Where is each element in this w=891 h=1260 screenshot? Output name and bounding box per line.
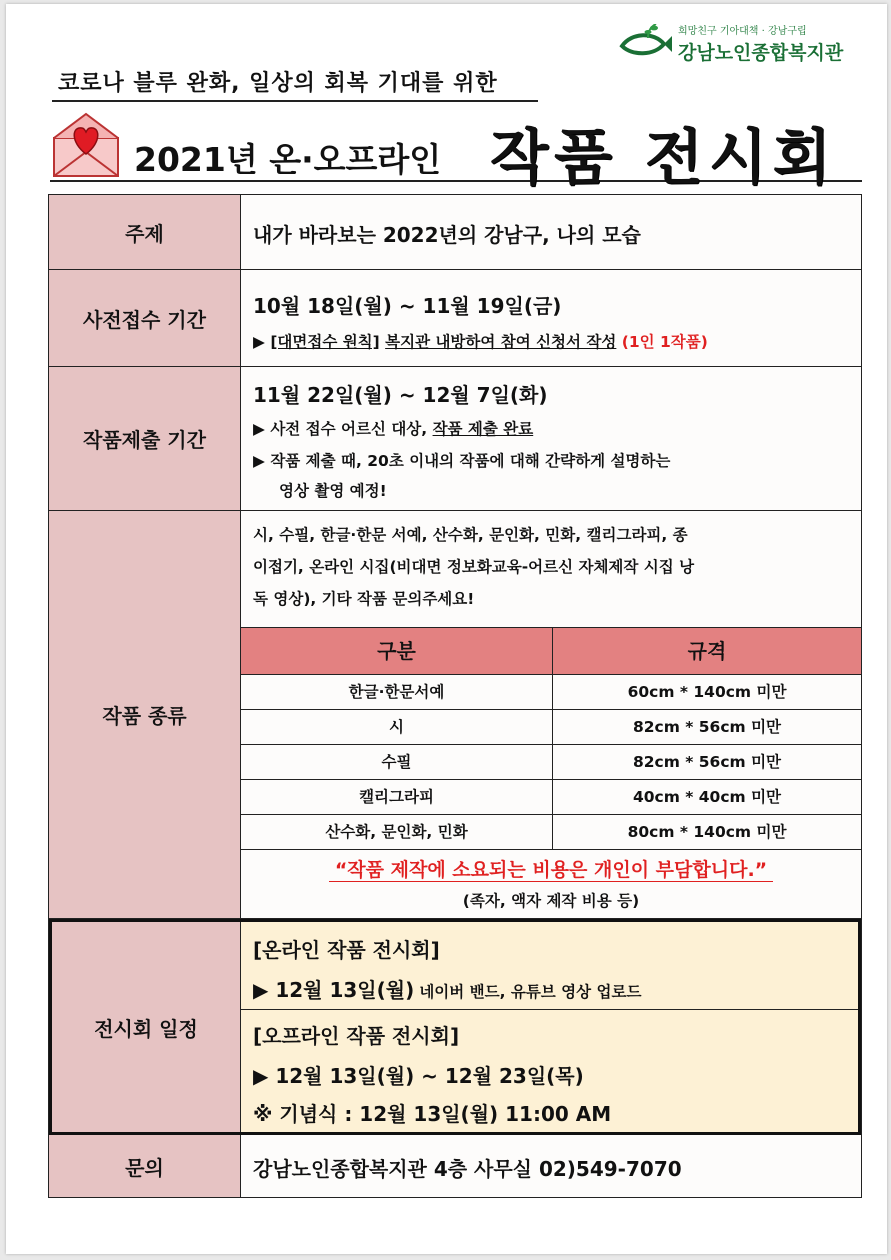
online-exhibit [241, 922, 858, 1010]
spec-category: 시 [389, 718, 404, 736]
spec-table-row [241, 710, 861, 745]
ceremony-info: ※ 기념식 : 12월 13일(월) 11:00 AM [253, 1102, 612, 1126]
poster-title-big: 작품 전시회 [490, 123, 837, 193]
contact-label: 문의 [49, 1135, 241, 1197]
spec-table-header [241, 627, 861, 675]
spec-table-row [241, 675, 861, 710]
submit-bullet-2-line2: 영상 촬영 예정! [279, 482, 387, 500]
offline-exhibit-title: [오프라인 작품 전시회] [253, 1024, 460, 1048]
submit-bullet-1-underline: 작품 제출 완료 [432, 420, 534, 438]
online-exhibit-title: [온라인 작품 전시회] [253, 938, 440, 962]
org-logo [618, 16, 858, 64]
prereg-dates: 10월 18일(월) ~ 11월 19일(금) [253, 294, 562, 318]
spec-category: 산수화, 문인화, 민화 [325, 823, 468, 841]
spec-header-category: 구분 [377, 639, 416, 663]
prereg-note-bracket: [대면접수 원칙] [270, 333, 380, 351]
offline-exhibit-dates: ▶ 12월 13일(월) ~ 12월 23일(목) [253, 1064, 584, 1088]
types-desc-line1: 시, 수필, 한글·한문 서예, 산수화, 문인화, 민화, 캘리그라피, 종 [253, 526, 688, 544]
poster-title-main: 2021년 온·오프라인 [134, 140, 442, 179]
schedule-block [49, 919, 861, 1135]
schedule-label: 전시회 일정 [52, 922, 241, 1132]
cost-subnote: (족자, 액자 제작 비용 등) [462, 892, 640, 910]
spec-table-row [241, 780, 861, 815]
online-exhibit-date: ▶ 12월 13일(월) [253, 978, 415, 1002]
prereg-note-limit: (1인 1작품) [621, 333, 708, 351]
info-table [48, 194, 862, 1198]
submit-label: 작품제출 기간 [49, 367, 241, 511]
theme-value: 내가 바라보는 2022년의 강남구, 나의 모습 [253, 223, 641, 247]
logo-org-name: 강남노인종합복지관 [678, 42, 844, 64]
types-desc-line3: 독 영상), 기타 작품 문의주세요! [253, 590, 475, 608]
contact-value: 강남노인종합복지관 4층 사무실 02)549-7070 [253, 1157, 682, 1181]
submit-bullet-2-line1: ▶ 작품 제출 때, 20초 이내의 작품에 대해 간략하게 설명하는 [253, 452, 671, 470]
contact-cell [241, 1135, 861, 1197]
spec-category: 수필 [381, 753, 412, 771]
spec-size: 82cm * 56cm 미만 [632, 753, 782, 771]
spec-category: 한글·한문서예 [348, 683, 445, 701]
fish-logo-icon [618, 24, 672, 62]
types-label: 작품 종류 [49, 511, 241, 919]
spec-table-row [241, 745, 861, 780]
prereg-label: 사전접수 기간 [49, 270, 241, 367]
poster-subtitle: 코로나 블루 완화, 일상의 회복 기대를 위한 [52, 66, 538, 102]
logo-tagline: 희망친구 기아대책 · 강남구립 [678, 26, 807, 37]
prereg-cell [241, 270, 861, 367]
theme-label: 주제 [49, 195, 241, 270]
offline-exhibit [241, 1010, 858, 1132]
submit-bullet-1-prefix: ▶ 사전 접수 어르신 대상, [253, 420, 428, 438]
theme-cell [241, 195, 861, 270]
submit-cell [241, 367, 861, 511]
online-exhibit-detail: 네이버 밴드, 유튜브 영상 업로드 [419, 983, 642, 1001]
prereg-note [253, 330, 708, 352]
spec-table-row [241, 815, 861, 850]
online-exhibit-info [253, 974, 641, 1003]
submit-dates: 11월 22일(월) ~ 12월 7일(화) [253, 383, 548, 407]
spec-header-size: 규격 [687, 639, 727, 663]
spec-size: 60cm * 140cm 미만 [627, 683, 787, 701]
spec-category: 캘리그라피 [359, 788, 434, 806]
heart-envelope-icon [50, 108, 122, 180]
types-desc-line2: 이접기, 온라인 시집(비대면 정보화교육-어르신 자체제작 시집 낭 [253, 558, 695, 576]
spec-size: 82cm * 56cm 미만 [632, 718, 782, 736]
spec-size: 80cm * 140cm 미만 [627, 823, 787, 841]
poster-page [6, 4, 887, 1254]
spec-size: 40cm * 40cm 미만 [632, 788, 782, 806]
cost-note: “작품 제작에 소요되는 비용은 개인이 부담합니다.” [329, 859, 773, 882]
prereg-note-text: 복지관 내방하여 참여 신청서 작성 [385, 333, 617, 351]
submit-bullet-1 [253, 417, 533, 439]
types-cell [241, 511, 861, 919]
title-row [50, 108, 862, 193]
bullet-icon: ▶ [253, 333, 265, 351]
